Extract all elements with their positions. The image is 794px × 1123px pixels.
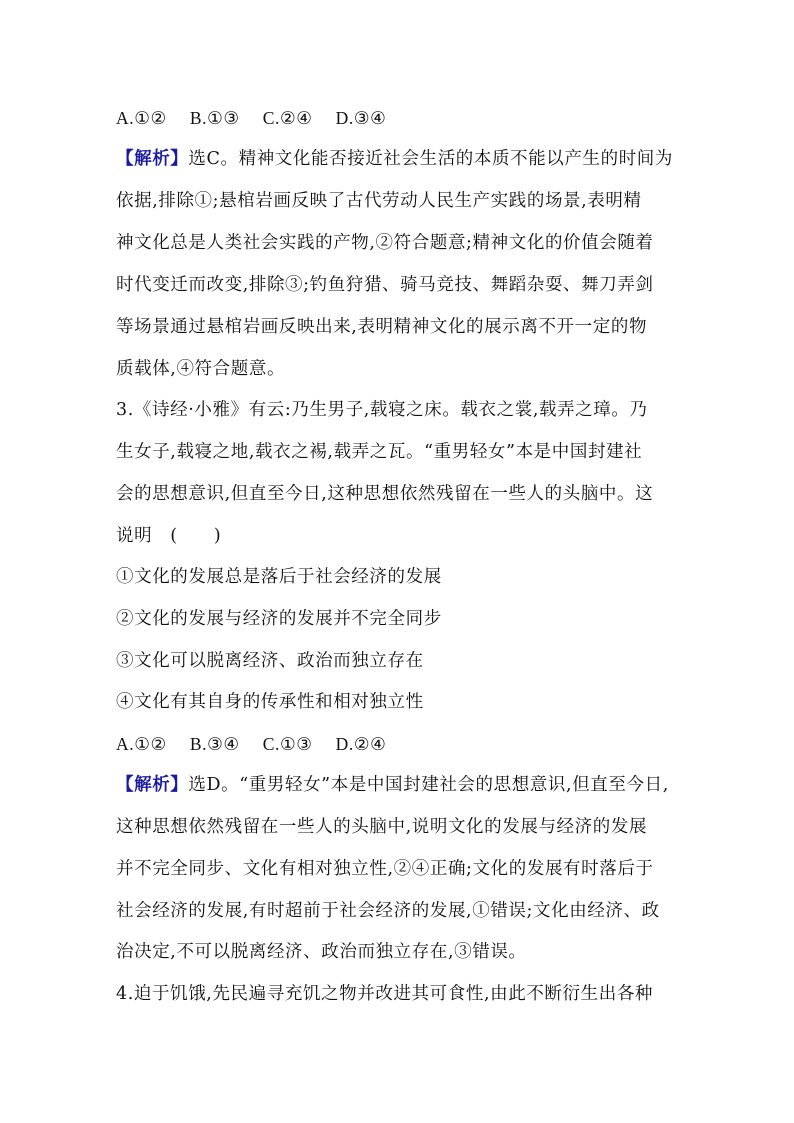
q2-analysis-line-4: 时代变迁而改变,排除③;钓鱼狩猎、骑马竞技、舞蹈杂耍、舞刀弄剑 (116, 275, 654, 295)
q2-analysis-tag: 【解析】 (116, 149, 189, 169)
q3-statement-2: ②文化的发展与经济的发展并不完全同步 (116, 609, 442, 629)
q2-analysis-line-3: 神文化总是人类社会实践的产物,②符合题意;精神文化的价值会随着 (116, 233, 654, 253)
q3-statement-1: ①文化的发展总是落后于社会经济的发展 (116, 567, 442, 587)
q2-analysis-line-5: 等场景通过悬棺岩画反映出来,表明精神文化的展示离不开一定的物 (116, 317, 648, 337)
q2-options: A.①② B.①③ C.②④ D.③④ (116, 108, 387, 128)
q2-analysis-line-1 (116, 147, 673, 171)
q3-analysis-line-1 (116, 773, 669, 797)
q4-stem-line-1: 4.迫于饥饿,先民遍寻充饥之物并改进其可食性,由此不断衍生出各种 (116, 984, 654, 1004)
q3-analysis-line-4: 社会经济的发展,有时超前于社会经济的发展,①错误;文化由经济、政 (116, 901, 660, 921)
q3-stem-line-2: 生女子,载寝之地,载衣之裼,载弄之瓦。“重男轻女”本是中国封建社 (116, 442, 643, 462)
q2-analysis-line-2: 依据,排除①;悬棺岩画反映了古代劳动人民生产实践的场景,表明精 (116, 191, 642, 211)
q3-stem-line-3: 会的思想意识,但直至今日,这种思想依然残留在一些人的头脑中。这 (116, 484, 654, 504)
q2-analysis-text: 选C。精神文化能否接近社会生活的本质不能以产生的时间为 (188, 149, 673, 169)
q3-analysis-line-2: 这种思想依然残留在一些人的头脑中,说明文化的发展与经济的发展 (116, 817, 648, 837)
q3-statement-3: ③文化可以脱离经济、政治而独立存在 (116, 651, 424, 671)
q3-analysis-tag: 【解析】 (116, 775, 189, 795)
q2-analysis-line-6: 质载体,④符合题意。 (116, 359, 286, 379)
q3-analysis-line-5: 治决定,不可以脱离经济、政治而独立存在,③错误。 (116, 942, 527, 962)
q3-options: A.①② B.③④ C.①③ D.②④ (116, 734, 387, 754)
q3-statement-4: ④文化有其自身的传承性和相对独立性 (116, 692, 424, 712)
q3-stem-line-4: 说明 ( ) (116, 526, 222, 546)
q3-analysis-text: 选D。“重男轻女”本是中国封建社会的思想意识,但直至今日, (188, 775, 669, 795)
q3-stem-line-1: 3.《诗经·小雅》有云:乃生男子,载寝之床。载衣之裳,载弄之璋。乃 (116, 400, 648, 420)
q3-analysis-line-3: 并不完全同步、文化有相对独立性,②④正确;文化的发展有时落后于 (116, 859, 654, 879)
